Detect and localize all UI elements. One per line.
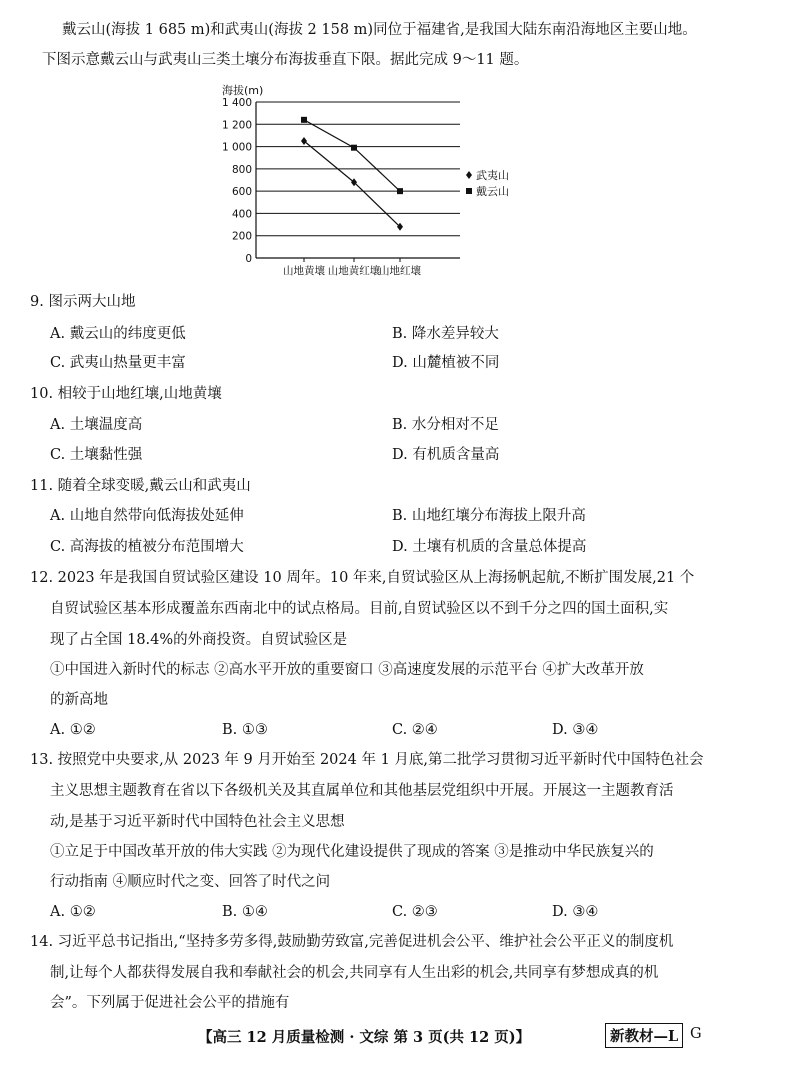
- q12-line-1: 12. 2023 年是我国自贸试验区建设 10 周年。10 年来,自贸试验区从上海扬帆起航,不断扩围发展,21 个: [30, 570, 695, 586]
- q10-option-b[interactable]: B. 水分相对不足: [392, 417, 499, 433]
- q14-line-1: 14. 习近平总书记指出,“坚持多劳多得,鼓励勤劳致富,完善促进机会公平、维护社会公平正义的制度机: [30, 934, 674, 950]
- q12-line-2: 自贸试验区基本形成覆盖东西南北中的试点格局。目前,自贸试验区以不到千分之四的国土面积,实: [50, 601, 669, 617]
- y-tick-label: 600: [231, 186, 252, 199]
- y-tick-label: 800: [231, 163, 252, 176]
- footer-text: 【高三 12 月质量检测 · 文综 第 3 页(共 12 页)】: [198, 1029, 531, 1046]
- q12-line-3: 现了占全国 18.4%的外商投资。自贸试验区是: [50, 632, 348, 648]
- q12-option-c[interactable]: C. ②④: [392, 722, 438, 738]
- q14-line-2: 制,让每个人都获得发展自我和奉献社会的机会,共同享有人生出彩的机会,共同享有梦想成真的机: [50, 965, 659, 981]
- y-tick-label: 1 000: [221, 141, 252, 154]
- q9-option-a[interactable]: A. 戴云山的纬度更低: [50, 326, 186, 342]
- y-tick-label: 1 400: [221, 97, 252, 109]
- x-tick-label: 山地红壤: [379, 265, 421, 277]
- q12-option-d[interactable]: D. ③④: [552, 722, 599, 738]
- q10-option-d[interactable]: D. 有机质含量高: [392, 447, 500, 463]
- x-tick-label: 山地黄壤: [283, 265, 325, 277]
- chart-ylabel: 海拔(m): [222, 84, 264, 97]
- q9-option-d[interactable]: D. 山麓植被不同: [392, 355, 500, 371]
- q11-option-c[interactable]: C. 高海拔的植被分布范围增大: [50, 539, 244, 555]
- intro-line-1: 戴云山(海拔 1 685 m)和武夷山(海拔 2 158 m)同位于福建省,是我国大陆东南沿海地区主要山地。: [62, 22, 697, 38]
- q11-option-a[interactable]: A. 山地自然带向低海拔处延伸: [50, 508, 244, 524]
- q12-line-5: 的新高地: [50, 692, 108, 708]
- legend: [466, 168, 509, 198]
- q12-line-4: ①中国进入新时代的标志 ②高水平开放的重要窗口 ③高速度发展的示范平台 ④扩大改革开放: [50, 662, 644, 678]
- altitude-chart: [212, 80, 532, 280]
- series-line-武夷山: [304, 141, 400, 227]
- data-point-戴云山: [351, 145, 357, 151]
- q13-line-2: 主义思想主题教育在省以下各级机关及其直属单位和其他基层党组织中开展。开展这一主题教育活: [50, 783, 674, 799]
- q13-line-1: 13. 按照党中央要求,从 2023 年 9 月开始至 2024 年 1 月底,第二批学习贯彻习近平新时代中国特色社会: [30, 752, 704, 768]
- q9-option-c[interactable]: C. 武夷山热量更丰富: [50, 355, 186, 371]
- q13-option-c[interactable]: C. ②③: [392, 904, 438, 920]
- q13-line-5: 行动指南 ④顺应时代之变、回答了时代之问: [50, 874, 331, 890]
- q11-stem: 11. 随着全球变暖,戴云山和武夷山: [30, 478, 251, 494]
- q13-option-b[interactable]: B. ①④: [222, 904, 268, 920]
- footer-badge: 新教材—L: [605, 1023, 683, 1048]
- q9-stem: 9. 图示两大山地: [30, 294, 136, 310]
- q13-option-d[interactable]: D. ③④: [552, 904, 599, 920]
- data-point-戴云山: [301, 117, 307, 123]
- q10-option-c[interactable]: C. 土壤黏性强: [50, 447, 143, 463]
- x-tick-label: 山地黄红壤: [327, 265, 381, 277]
- legend-marker: [466, 188, 472, 194]
- q14-line-3: 会”。下列属于促进社会公平的措施有: [50, 995, 290, 1011]
- q12-option-a[interactable]: A. ①②: [50, 722, 96, 738]
- q13-line-4: ①立足于中国改革开放的伟大实践 ②为现代化建设提供了现成的答案 ③是推动中华民族复兴的: [50, 844, 654, 860]
- y-tick-label: 200: [231, 230, 252, 243]
- legend-label: 武夷山: [476, 169, 509, 182]
- q9-option-b[interactable]: B. 降水差异较大: [392, 326, 499, 342]
- q10-stem: 10. 相较于山地红壤,山地黄壤: [30, 386, 222, 402]
- footer-code: G: [690, 1026, 702, 1042]
- q11-option-b[interactable]: B. 山地红壤分布海拔上限升高: [392, 508, 586, 524]
- q10-option-a[interactable]: A. 土壤温度高: [50, 417, 143, 433]
- data-point-戴云山: [397, 188, 403, 194]
- gridlines: [256, 102, 460, 236]
- q11-option-d[interactable]: D. 土壤有机质的含量总体提高: [392, 539, 587, 555]
- intro-line-2: 下图示意戴云山与武夷山三类土壤分布海拔垂直下限。据此完成 9～11 题。: [42, 52, 529, 68]
- data-point-武夷山: [301, 137, 307, 145]
- legend-marker: [466, 171, 472, 179]
- legend-label: 戴云山: [476, 185, 509, 198]
- x-axis-labels: [283, 258, 421, 277]
- q13-option-a[interactable]: A. ①②: [50, 904, 96, 920]
- q12-option-b[interactable]: B. ①③: [222, 722, 268, 738]
- y-tick-label: 0: [245, 253, 252, 265]
- q13-line-3: 动,是基于习近平新时代中国特色社会主义思想: [50, 814, 345, 830]
- y-axis-labels: [222, 97, 252, 265]
- y-tick-label: 1 200: [221, 119, 252, 132]
- y-tick-label: 400: [231, 208, 252, 221]
